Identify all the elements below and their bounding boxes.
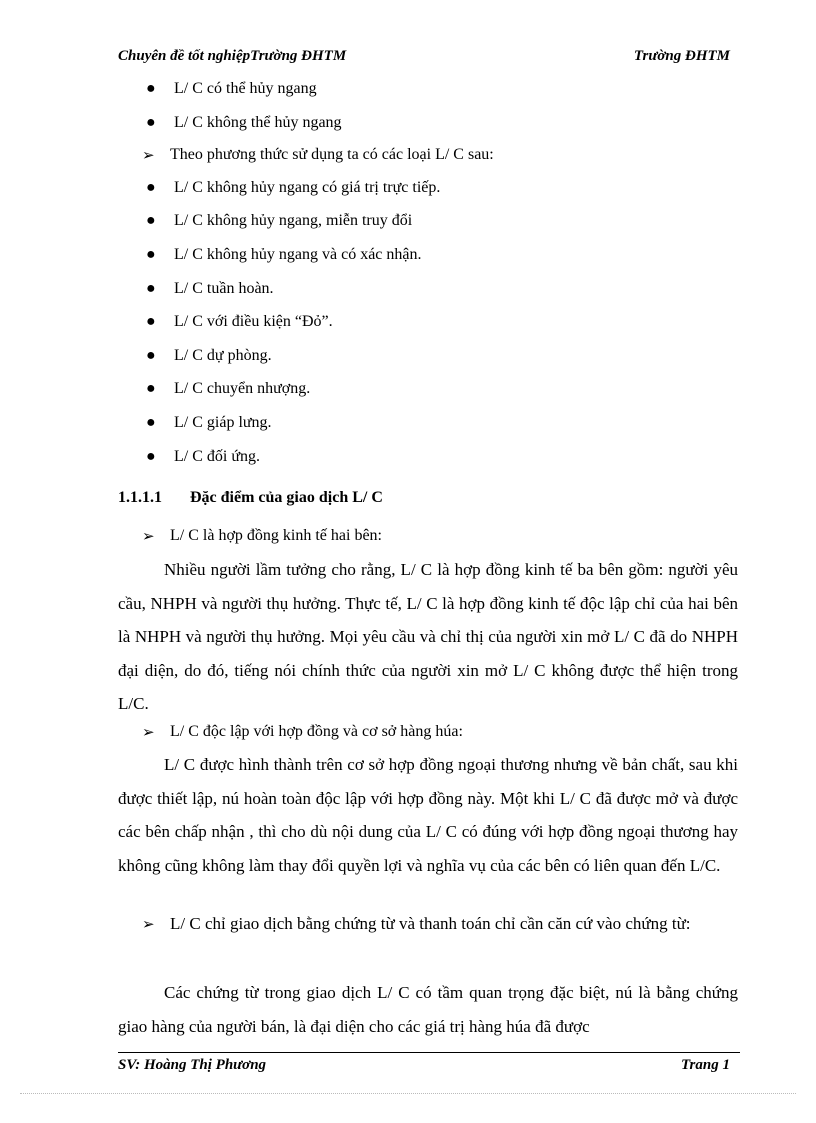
footer-author: SV: Hoàng Thị Phương [118,1057,267,1073]
bullet-icon: ● [146,212,156,229]
bullet-icon: ● [146,280,156,297]
page-header [118,48,730,72]
bullet-icon: ● [146,179,156,196]
bullet-icon: ● [146,347,156,364]
bullet-icon: ● [146,246,156,263]
footer-divider [118,1052,740,1053]
page-number: Trang 1 [680,1057,730,1073]
header-right: Trường ĐHTM [633,48,730,64]
bullet-icon: ● [146,80,156,97]
bullet-icon: ● [146,448,156,465]
paragraph: L/ C được hình thành trên cơ sở hợp đồng ngoại thương nhưng về bản chất, sau khi được thiết lập, nú hoàn toàn độc lập với hợp đồng này. Một khi L/ C đã được mở và được các bên chấp nhận , thì cho dù nội dung của L/ C có đúng với hợp đồng ngoại thương hay không cũng không làm thay đổi quyền lợi và nghĩa vụ của các bên có liên quan đến L/C. [118,755,738,875]
heading-number: 1.1.1.1 [118,489,162,506]
arrow-bullet-icon: ➢ [142,529,155,545]
page-boundary [20,1093,796,1094]
arrow-item-wrapped: ➢ L/ C chỉ giao dịch bằng chứng từ và thanh toán chỉ cần căn cứ vào chứng từ: [118,907,738,943]
paragraph: Các chứng từ trong giao dịch L/ C có tầm quan trọng đặc biệt, nú là bằng chứng giao hàng của người bán, là đại diện cho các giá trị hàng húa đã được [118,983,738,1036]
bullet-icon: ● [146,313,156,330]
bullet-icon: ● [146,414,156,431]
header-left: Chuyên đề tốt nghiệpTrường ĐHTM [118,48,347,64]
arrow-bullet-icon: ➢ [142,917,155,933]
arrow-bullet-icon: ➢ [142,725,155,741]
paragraph: Nhiều người lầm tưởng cho rằng, L/ C là hợp đồng kinh tế ba bên gồm: người yêu cầu, NHPH và người thụ hưởng. Thực tế, L/ C là hợp đồng kinh tế độc lập chỉ của hai bên là NHPH và người thụ hưởng. Mọi yêu cầu và chỉ thị của người xin mở L/ C đã do NHPH đại diện, do đó, tiếng nói chính thức của người xin mở L/ C không được thể hiện trong L/C. [118,560,738,714]
bullet-icon: ● [146,380,156,397]
arrow-bullet-icon: ➢ [142,148,155,164]
heading-title: Đặc điểm của giao dịch L/ C [190,489,383,506]
bullet-icon: ● [146,114,156,131]
